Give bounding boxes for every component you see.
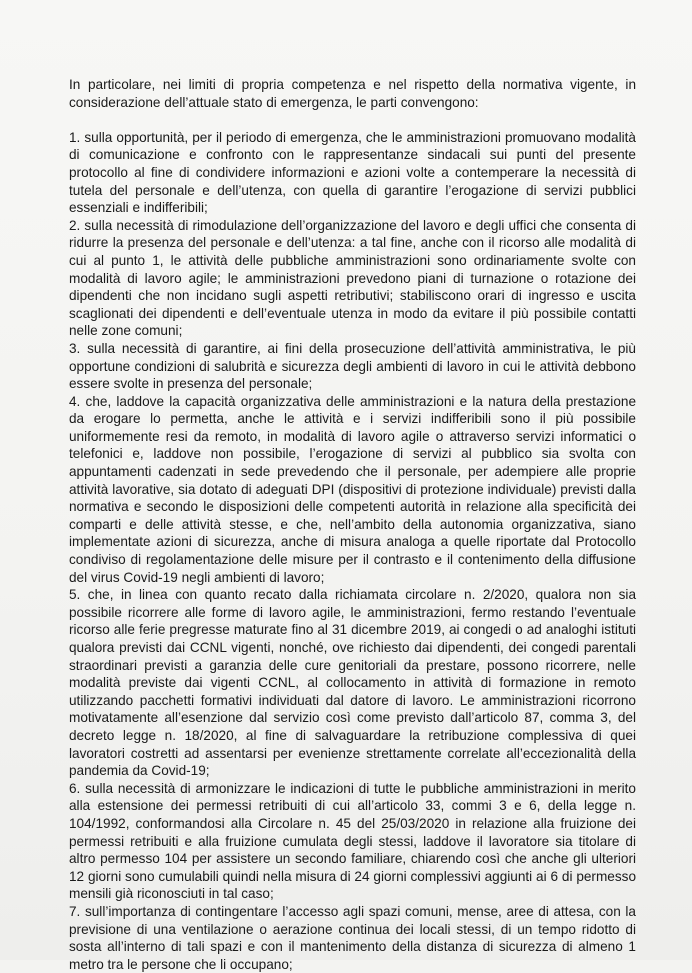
- agreement-item-2: 2. sulla necessità di rimodulazione dell’organizzazione del lavoro e degli uffici che consenta di ridurre la presenza del personale e dell’utenza: a tal fine, anche con il ricorso alle modalità di cui al punto 1, le attività delle pubbliche amministrazioni sono ordinariamente svolte con modalità di lavoro agile; le amministrazioni prevedono piani di turnazione o rotazione dei dipendenti che non incidano sugli aspetti retributivi; stabiliscono orari di ingresso e uscita scaglionati dei dipendenti e dell’eventuale utenza in modo da evitare il più possibile contatti nelle zone comuni;: [69, 217, 636, 339]
- agreement-item-6: 6. sulla necessità di armonizzare le indicazioni di tutte le pubbliche amministrazioni in merito alla estensione dei permessi retribuiti di cui all’articolo 33, commi 3 e 6, della legge n. 104/1992, conformandosi alla Circolare n. 45 del 25/03/2020 in relazione alla fruizione dei permessi retribuiti e alla fruizione cumulata degli stessi, laddove il lavoratore sia titolare di altro permesso 104 per assistere un secondo familiare, chiarendo così che anche gli ulteriori 12 giorni sono cumulabili quindi nella misura di 24 giorni complessivi aggiunti ai 6 di permesso mensili già riconosciuti in tal caso;: [69, 780, 636, 902]
- agreement-item-3: 3. sulla necessità di garantire, ai fini della prosecuzione dell’attività amministrativa, le più opportune condizioni di salubrità e sicurezza degli ambienti di lavoro in cui le attività debbono essere svolte in presenza del personale;: [69, 340, 636, 392]
- agreement-items-list: [69, 129, 636, 973]
- agreement-item-1: 1. sulla opportunità, per il periodo di emergenza, che le amministrazioni promuovano modalità di comunicazione e confronto con le rappresentanze sindacali sui punti del presente protocollo al fine di condividere informazioni e azioni volte a contemperare la necessità di tutela del personale e dell’utenza, con quella di garantire l’erogazione di servizi pubblici essenziali e indifferibili;: [69, 129, 636, 216]
- intro-paragraph: In particolare, nei limiti di propria competenza e nel rispetto della normativa vigente, in considerazione dell’attuale stato di emergenza, le parti convengono:: [69, 77, 636, 110]
- agreement-item-5: 5. che, in linea con quanto recato dalla richiamata circolare n. 2/2020, qualora non sia possibile ricorrere alle forme di lavoro agile, le amministrazioni, fermo restando l’eventuale ricorso alle ferie pregresse maturate fino al 31 dicembre 2019, ai congedi o ad analoghi istituti qualora previsti dai CCNL vigenti, nonché, ove richiesto dai dipendenti, dei congedi parentali straordinari previsti a garanzia delle cure genitoriali da prestare, possono ricorrere, nelle modalità previste dai vigenti CCNL, al collocamento in attività di formazione in remoto utilizzando pacchetti formativi individuati dal datore di lavoro. Le amministrazioni ricorrono motivatamente all’esenzione dal servizio così come previsto dall’articolo 87, comma 3, del decreto legge n. 18/2020, al fine di salvaguardare la retribuzione complessiva di quei lavoratori costretti ad assentarsi per evenienze strettamente correlate all’eccezionalità della pandemia da Covid-19;: [69, 587, 636, 779]
- agreement-item-4: 4. che, laddove la capacità organizzativa delle amministrazioni e la natura della prestazione da erogare lo permetta, anche le attività e i servizi indifferibili sono il più possibile uniformemente resi da remoto, in modalità di lavoro agile o attraverso servizi informatici o telefonici e, laddove non possibile, l’erogazione di servizi al pubblico sia svolta con appuntamenti cadenzati in sede prevedendo che il personale, per adempiere alle proprie attività lavorative, sia dotato di adeguati DPI (dispositivi di protezione individuale) previsti dalla normativa e secondo le disposizioni delle competenti autorità in relazione alla specificità dei comparti e delle attività stesse, e che, nell’ambito della autonomia organizzativa, siano implementate azioni di sicurezza, anche di misura analoga a quelle riportate dal Protocollo condiviso di regolamentazione delle misure per il contrasto e il contenimento della diffusione del virus Covid-19 negli ambienti di lavoro;: [69, 393, 636, 585]
- agreement-item-7: 7. sull’importanza di contingentare l’accesso agli spazi comuni, mense, aree di attesa, con la previsione di una ventilazione o aerazione continua dei locali stessi, di un tempo ridotto di sosta all’interno di tali spazi e con il mantenimento della distanza di sicurezza di almeno 1 metro tra le persone che li occupano;: [69, 903, 636, 972]
